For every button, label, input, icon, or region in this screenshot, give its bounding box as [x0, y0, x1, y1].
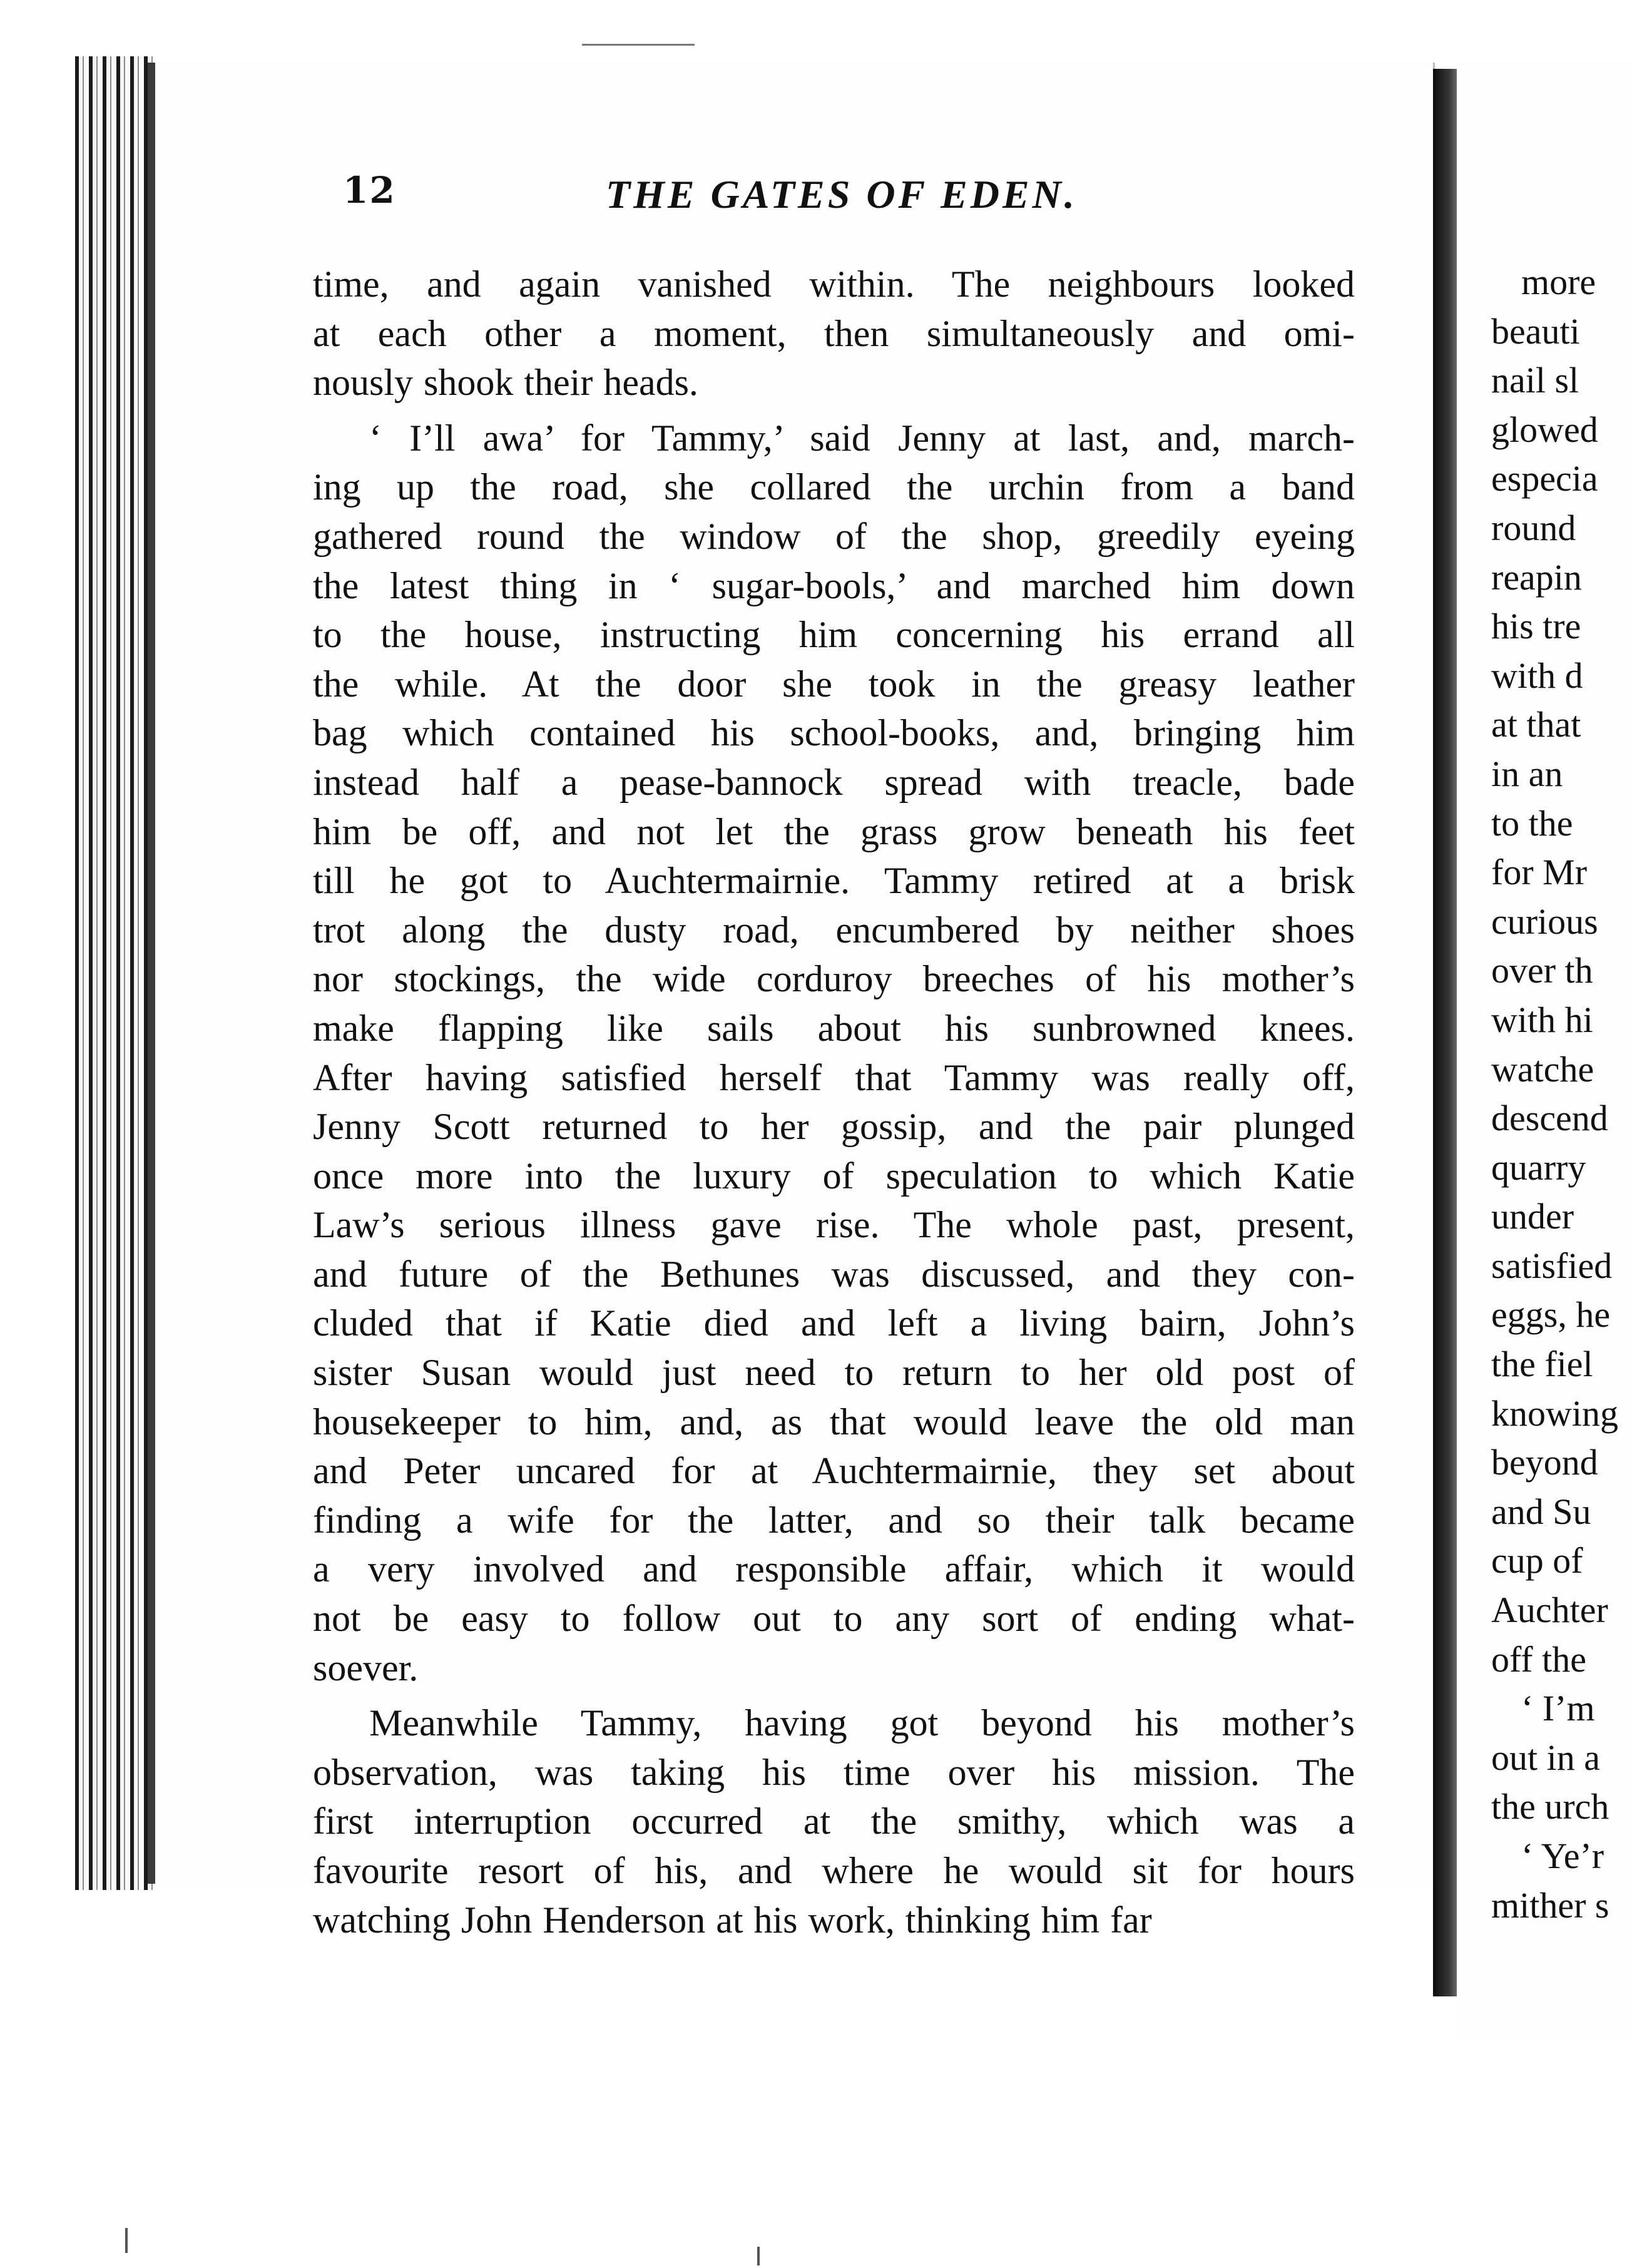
facing-text-line: ‘ Ye’r — [1521, 1836, 1604, 1876]
facing-text-line: watche — [1491, 1048, 1594, 1090]
text-line: at each other a moment, then simultaneously and omi- — [313, 312, 1355, 354]
page-header — [343, 169, 1357, 225]
text-line: nor stockings, the wide corduroy breeches of his mother’s — [313, 958, 1355, 1000]
text-line: observation, was taking his time over his mission. The — [313, 1751, 1355, 1793]
text-line: Law’s serious illness gave rise. The whole past, present, — [313, 1204, 1355, 1246]
facing-text-line: and Su — [1491, 1491, 1591, 1532]
text-line: the while. At the door she took in the greasy leather — [313, 663, 1355, 705]
text-line: till he got to Auchtermairnie. Tammy retired at a brisk — [313, 860, 1355, 902]
book-spine-edges — [75, 56, 153, 1890]
text-line: instead half a pease-bannock spread with treacle, bade — [313, 761, 1355, 803]
text-line: bag which contained his school-books, and, bringing him — [313, 712, 1355, 754]
text-line: housekeeper to him, and, as that would leave the old man — [313, 1401, 1355, 1443]
facing-text-line: especia — [1491, 458, 1598, 499]
text-line: trot along the dusty road, encumbered by neither shoes — [313, 909, 1355, 951]
paragraph-gap — [313, 1692, 1355, 1698]
text-line: time, and again vanished within. The neighbours looked — [313, 263, 1355, 305]
facing-text-line: Auchter — [1491, 1590, 1608, 1631]
facing-text-line: over th — [1491, 950, 1593, 991]
facing-text-line: nail sl — [1491, 360, 1579, 401]
text-line: and future of the Bethunes was discussed, and they con- — [313, 1253, 1355, 1295]
text-line: After having satisfied herself that Tammy was really off, — [313, 1056, 1355, 1098]
text-line: and Peter uncared for at Auchtermairnie, they set about — [313, 1450, 1355, 1492]
facing-text-line: glowed — [1491, 409, 1598, 450]
facing-text-line: at that — [1491, 704, 1581, 745]
facing-text-line: eggs, he — [1491, 1294, 1611, 1336]
facing-text-line: beauti — [1491, 310, 1580, 352]
facing-text-line: cup of — [1491, 1540, 1583, 1581]
text-line: watching John Henderson at his work, thinking him far — [313, 1899, 1152, 1941]
facing-page-edge — [1433, 69, 1457, 1996]
text-line: make flapping like sails about his sunbrowned knees. — [313, 1007, 1355, 1049]
facing-text-line: in an — [1491, 753, 1563, 794]
text-line: ‘ I’ll awa’ for Tammy,’ said Jenny at last, and, march- — [369, 417, 1355, 459]
facing-text-line: his tre — [1491, 606, 1581, 647]
text-line: gathered round the window of the shop, greedily eyeing — [313, 515, 1355, 557]
text-line: once more into the luxury of speculation to which Katie — [313, 1155, 1355, 1197]
facing-text-line: the urch — [1491, 1786, 1609, 1827]
text-line: the latest thing in ‘ sugar-bools,’ and marched him down — [313, 564, 1355, 606]
facing-text-line: beyond — [1491, 1442, 1598, 1483]
facing-text-line: mither s — [1491, 1884, 1609, 1926]
text-line: a very involved and responsible affair, which it would — [313, 1548, 1355, 1590]
text-line: first interruption occurred at the smithy, which was a — [313, 1801, 1355, 1842]
facing-text-line: out in a — [1491, 1737, 1600, 1778]
text-line: soever. — [313, 1647, 419, 1688]
text-line: finding a wife for the latter, and so their talk became — [313, 1499, 1355, 1541]
text-line: sister Susan would just need to return to her old post of — [313, 1352, 1355, 1394]
text-line: Jenny Scott returned to her gossip, and the pair plunged — [313, 1106, 1355, 1148]
facing-text-line: quarry — [1491, 1147, 1586, 1188]
text-line: Meanwhile Tammy, having got beyond his mother’s — [369, 1702, 1355, 1744]
facing-text-line: knowing — [1491, 1392, 1618, 1434]
facing-text-line: the fiel — [1491, 1344, 1593, 1385]
facing-text-line: ‘ I’m — [1521, 1688, 1595, 1729]
facing-text-line: round — [1491, 507, 1576, 548]
text-line: not be easy to follow out to any sort of ending what- — [313, 1598, 1355, 1640]
text-line: ing up the road, she collared the urchin from a band — [313, 466, 1355, 508]
gutter-shadow — [148, 63, 155, 1884]
facing-text-line: off the — [1491, 1638, 1586, 1680]
scan-speck — [757, 2247, 760, 2265]
facing-text-line: descend — [1491, 1098, 1608, 1139]
facing-page-text — [1491, 258, 1632, 1930]
facing-text-line: under — [1491, 1196, 1574, 1237]
body-text — [313, 260, 1355, 1944]
facing-text-line: curious — [1491, 901, 1598, 942]
facing-text-line: to the — [1491, 802, 1573, 844]
text-line: cluded that if Katie died and left a living bairn, John’s — [313, 1302, 1355, 1344]
scan-speck — [582, 44, 695, 46]
facing-page — [1457, 63, 1632, 2034]
running-title: THE GATES OF EDEN. — [606, 172, 1078, 217]
paragraph-gap — [313, 407, 1355, 414]
facing-text-line: with d — [1491, 655, 1583, 696]
text-line: to the house, instructing him concerning his errand all — [313, 614, 1355, 656]
facing-text-line: reapin — [1491, 556, 1582, 598]
text-line: him be off, and not let the grass grow beneath his feet — [313, 810, 1355, 852]
text-line: nously shook their heads. — [313, 362, 698, 404]
scan-speck — [125, 2228, 128, 2253]
facing-text-line: satisfied — [1491, 1245, 1613, 1286]
facing-text-line: more — [1521, 262, 1596, 302]
text-line: favourite resort of his, and where he would sit for hours — [313, 1850, 1355, 1891]
facing-text-line: for Mr — [1491, 852, 1588, 893]
page-number: 12 — [343, 169, 396, 212]
facing-text-line: with hi — [1491, 999, 1593, 1040]
